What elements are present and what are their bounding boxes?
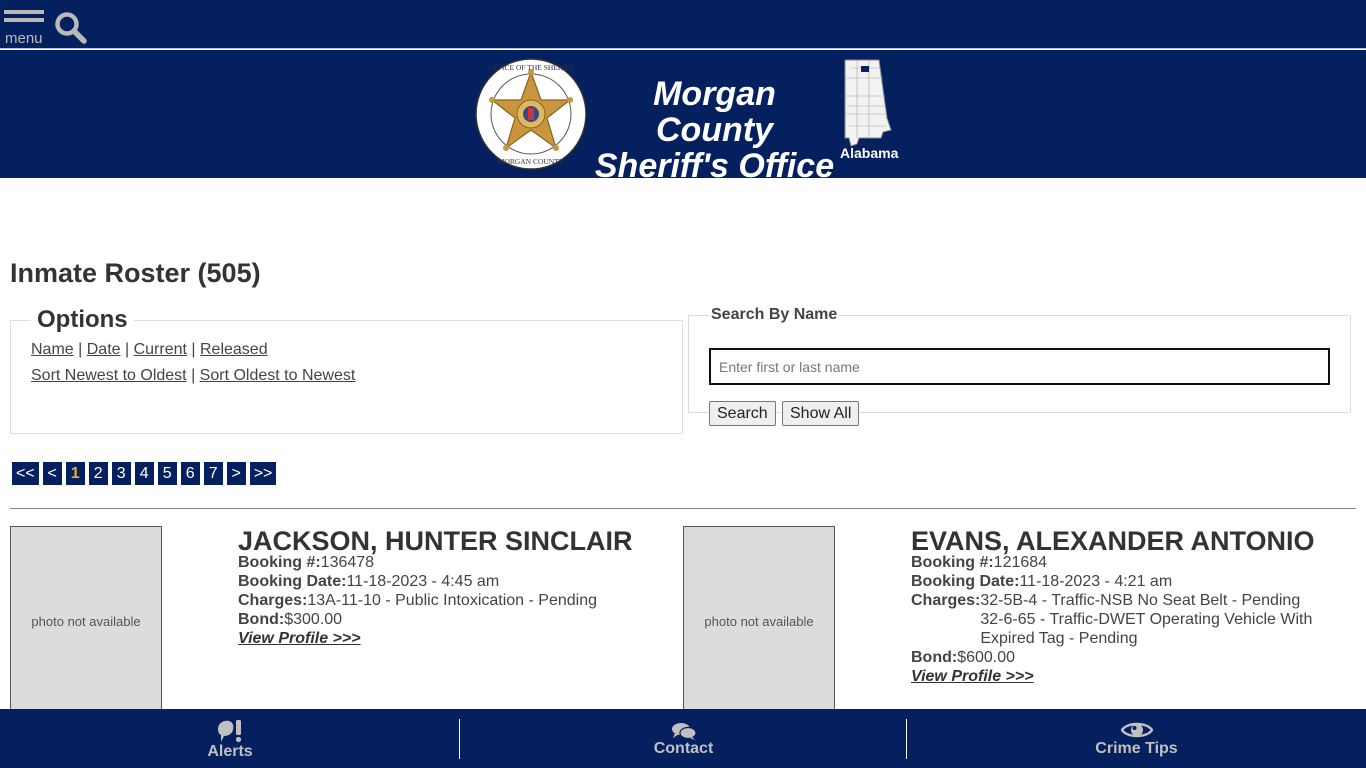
menu-button[interactable] — [4, 10, 46, 46]
page-next[interactable]: > — [227, 462, 246, 485]
booking-date: 11-18-2023 - 4:21 am — [1019, 573, 1173, 590]
sheriff-star-icon — [475, 58, 587, 170]
filter-links: Name | Date | Current | Released — [31, 341, 268, 358]
booking-number: 121684 — [993, 554, 1048, 571]
alabama-map-icon — [839, 58, 899, 148]
search-button[interactable] — [54, 11, 88, 45]
top-bar — [0, 0, 1366, 49]
bond-row — [911, 648, 1351, 667]
contact-button[interactable] — [460, 709, 907, 768]
name-search-input[interactable] — [709, 348, 1330, 385]
svg-text:OFFICE OF THE SHERIFF: OFFICE OF THE SHERIFF — [488, 63, 574, 72]
charges-label: Charges: — [238, 592, 308, 609]
page-2[interactable]: 2 — [89, 462, 108, 485]
booking-date-label: Booking Date: — [238, 573, 347, 590]
booking-number-label: Booking #: — [911, 554, 994, 571]
charge: 32-5B-4 - Traffic-NSB No Seat Belt - Pending — [980, 592, 1301, 609]
crime-tips-label: Crime Tips — [1095, 740, 1178, 757]
booking-date-label: Booking Date: — [911, 573, 1020, 590]
pagination — [12, 462, 276, 485]
bottom-nav — [0, 709, 1366, 768]
show-all-button[interactable]: Show All — [782, 401, 859, 426]
filter-name-link[interactable]: Name — [31, 341, 74, 358]
eye-icon — [1121, 720, 1153, 740]
photo-unavailable-text: photo not available — [31, 613, 141, 629]
charges-row — [911, 591, 1351, 648]
alert-bubble-icon — [216, 719, 244, 743]
hamburger-icon-bar — [4, 18, 44, 22]
inmate-name: EVANS, ALEXANDER ANTONIO — [911, 526, 1315, 556]
hamburger-icon — [4, 10, 44, 14]
sort-newest-link[interactable]: Sort Newest to Oldest — [31, 367, 187, 384]
charge-continued: Expired Tag - Pending — [980, 630, 1138, 647]
booking-date-row — [238, 572, 678, 591]
page-4[interactable]: 4 — [135, 462, 154, 485]
filter-released-link[interactable]: Released — [199, 341, 268, 358]
site-title-line1: Morgan County — [653, 75, 776, 149]
view-profile-link[interactable]: View Profile >>> — [911, 668, 1034, 685]
sort-links: Sort Newest to Oldest | Sort Oldest to Newest — [31, 367, 356, 384]
page-last[interactable]: >> — [250, 462, 277, 485]
booking-number-label: Booking #: — [238, 554, 321, 571]
site-title[interactable] — [592, 76, 837, 184]
inmate-info — [911, 526, 1351, 686]
state-label: Alabama — [840, 145, 899, 161]
page-3[interactable]: 3 — [112, 462, 131, 485]
alerts-label: Alerts — [207, 743, 253, 760]
page-first[interactable]: << — [12, 462, 39, 485]
options-panel — [10, 306, 683, 434]
bond-label: Bond: — [911, 649, 958, 666]
booking-date-row — [911, 572, 1351, 591]
bond-amount: $300.00 — [284, 611, 343, 628]
page-6[interactable]: 6 — [181, 462, 200, 485]
search-panel — [688, 306, 1351, 422]
charge: 32-6-65 - Traffic-DWET Operating Vehicle With — [980, 611, 1313, 628]
charges-label: Charges: — [911, 592, 981, 609]
search-legend: Search By Name — [711, 306, 838, 323]
charges-row — [238, 591, 678, 610]
booking-number: 136478 — [320, 554, 375, 571]
photo-unavailable-text: photo not available — [704, 613, 814, 629]
header-banner — [0, 50, 1366, 185]
view-profile-link[interactable]: View Profile >>> — [238, 630, 361, 647]
page-1[interactable]: 1 — [66, 462, 85, 485]
page-5[interactable]: 5 — [158, 462, 177, 485]
menu-label: menu — [5, 30, 43, 47]
inmate-info — [238, 526, 678, 648]
page-title: Inmate Roster (505) — [10, 258, 261, 288]
bond-row — [238, 610, 678, 629]
contact-label: Contact — [653, 740, 714, 757]
search-icon — [54, 11, 88, 45]
sheriff-seal-logo[interactable] — [475, 58, 587, 170]
booking-date: 11-18-2023 - 4:45 am — [346, 573, 500, 590]
charge: 13A-11-10 - Public Intoxication - Pending — [307, 592, 598, 609]
options-legend: Options — [37, 306, 128, 333]
svg-text:MORGAN COUNTY: MORGAN COUNTY — [497, 157, 565, 166]
divider — [10, 508, 1356, 509]
sort-oldest-link[interactable]: Sort Oldest to Newest — [199, 367, 356, 384]
inmate-photo-placeholder[interactable] — [10, 526, 162, 716]
bond-amount: $600.00 — [957, 649, 1016, 666]
alerts-button[interactable] — [0, 709, 460, 768]
inmate-photo-placeholder[interactable] — [683, 526, 835, 716]
chat-bubbles-icon — [671, 722, 697, 740]
inmate-name: JACKSON, HUNTER SINCLAIR — [238, 526, 633, 556]
page-prev[interactable]: < — [43, 462, 62, 485]
bond-label: Bond: — [238, 611, 285, 628]
filter-current-link[interactable]: Current — [133, 341, 187, 358]
site-title-line2: Sheriff's Office — [594, 147, 835, 185]
page-7[interactable]: 7 — [204, 462, 223, 485]
filter-date-link[interactable]: Date — [86, 341, 121, 358]
crime-tips-button[interactable] — [907, 709, 1366, 768]
search-button[interactable]: Search — [709, 401, 776, 426]
